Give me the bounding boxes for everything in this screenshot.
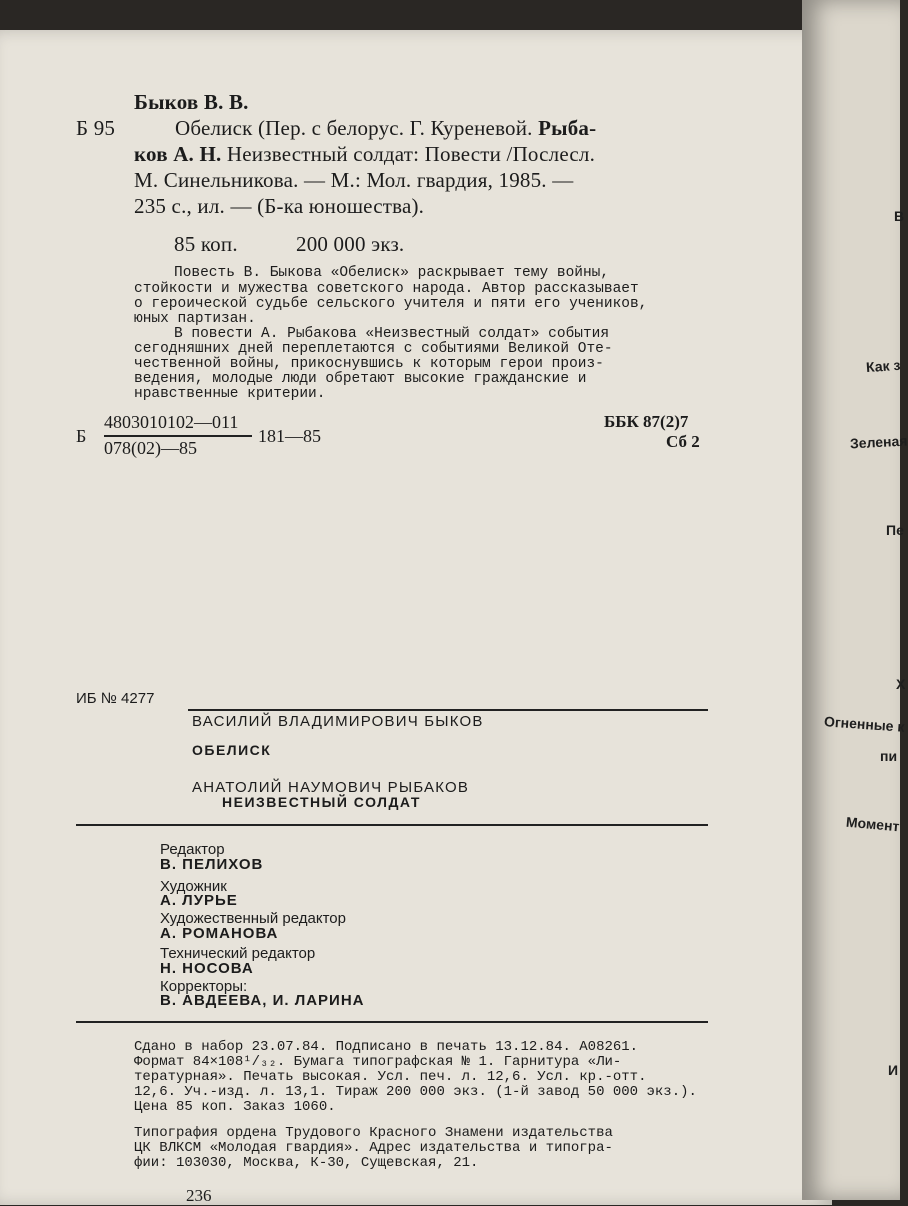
credit-name: В. АВДЕЕВА, И. ЛАРИНА bbox=[160, 992, 365, 1009]
credit-role: Корректоры: bbox=[160, 978, 248, 995]
adjacent-page-fragment: И bbox=[888, 1062, 899, 1078]
work-title-2: НЕИЗВЕСТНЫЙ СОЛДАТ bbox=[222, 794, 421, 810]
work-author-1: ВАСИЛИЙ ВЛАДИМИРОВИЧ БЫКОВ bbox=[192, 713, 484, 730]
adjacent-page-fragment: Х bbox=[896, 676, 906, 692]
credit-name: Н. НОСОВА bbox=[160, 960, 254, 977]
adjacent-page-fragment: Пе bbox=[886, 522, 904, 538]
catalog-entry-line-4: 235 с., ил. — (Б-ка юношества). bbox=[134, 194, 425, 218]
middle-rule bbox=[76, 824, 708, 826]
adjacent-page-edge bbox=[802, 0, 908, 1200]
bbk-code: ББК 87(2)7 bbox=[604, 412, 689, 431]
adjacent-page-fragment: Момент bbox=[845, 813, 901, 835]
credit-name: А. ЛУРЬЕ bbox=[160, 892, 238, 909]
imprint-line: тературная». Печать высокая. Усл. печ. л. 12,6. Усл. кр.-отт. bbox=[134, 1069, 647, 1085]
annotation-line: юных партизан. bbox=[134, 311, 256, 327]
work-title-1: ОБЕЛИСК bbox=[192, 742, 272, 758]
imprint-line: 12,6. Уч.-изд. л. 13,1. Тираж 200 000 экз. (1-й завод 50 000 экз.). bbox=[134, 1084, 697, 1100]
credit-name: В. ПЕЛИХОВ bbox=[160, 856, 264, 873]
index-letter: Б bbox=[76, 426, 87, 446]
adjacent-page-fragment: В bbox=[894, 208, 905, 224]
catalog-entry-line-1: Обелиск (Пер. с белорус. Г. Куреневой. Рыба- bbox=[175, 116, 597, 140]
catalog-print-run: 200 000 экз. bbox=[296, 232, 405, 256]
sb-code: Сб 2 bbox=[666, 432, 700, 451]
top-rule bbox=[188, 709, 708, 711]
annotation-line: В повести А. Рыбакова «Неизвестный солдат» события bbox=[174, 326, 610, 342]
printer-line: Типография ордена Трудового Красного Знамени издательства bbox=[134, 1125, 613, 1141]
annotation-line: ведения, молодые люди обретают высокие гражданские и bbox=[134, 371, 587, 387]
annotation-line: нравственные критерии. bbox=[134, 386, 326, 402]
credit-role: Редактор bbox=[160, 841, 225, 858]
annotation-line: сегодняшних дней переплетаются с событиями Великой Оте- bbox=[134, 341, 613, 357]
credit-role: Технический редактор bbox=[160, 945, 316, 962]
catalog-entry-line-2: ков А. Н. Неизвестный солдат: Повести /Послесл. bbox=[134, 142, 596, 166]
catalog-price: 85 коп. bbox=[174, 232, 238, 256]
imprint-line: Цена 85 коп. Заказ 1060. bbox=[134, 1099, 336, 1115]
credit-name: А. РОМАНОВА bbox=[160, 925, 279, 942]
credit-role: Художник bbox=[160, 878, 227, 895]
annotation-line: о героической судьбе сельского учителя и пяти его учеников, bbox=[134, 296, 648, 312]
catalog-code: Б 95 bbox=[76, 116, 116, 140]
fraction-rule bbox=[104, 435, 252, 437]
index-numerator: 4803010102—011 bbox=[104, 412, 239, 432]
adjacent-page-fragment: пи bbox=[880, 748, 898, 764]
annotation-line: чественной войны, прикоснувшись к которым герои произ- bbox=[134, 356, 604, 372]
index-denominator: 078(02)—85 bbox=[104, 438, 197, 458]
credit-role: Художественный редактор bbox=[160, 910, 346, 927]
imprint-line: Формат 84×108¹/₃₂. Бумага типографская № 1. Гарнитура «Ли- bbox=[134, 1054, 622, 1070]
bottom-rule bbox=[76, 1021, 708, 1023]
imprint-line: Сдано в набор 23.07.84. Подписано в печать 13.12.84. А08261. bbox=[134, 1039, 639, 1055]
catalog-entry-line-3: М. Синельникова. — М.: Мол. гвардия, 1985. — bbox=[134, 168, 574, 192]
annotation-line: стойкости и мужества советского народа. Автор рассказывает bbox=[134, 281, 639, 297]
adjacent-page-fragment: Зеленая bbox=[849, 432, 908, 452]
printer-line: фии: 103030, Москва, К-30, Сущевская, 21. bbox=[134, 1155, 479, 1171]
ib-number: ИБ № 4277 bbox=[76, 690, 155, 707]
catalog-author-heading: Быков В. В. bbox=[134, 90, 249, 114]
work-author-2: АНАТОЛИЙ НАУМОВИЧ РЫБАКОВ bbox=[192, 779, 470, 796]
index-suffix: 181—85 bbox=[258, 426, 321, 446]
adjacent-page-fragment: Как з bbox=[865, 356, 901, 376]
adjacent-page-fragment: Огненные к bbox=[823, 713, 905, 735]
page-number: 236 bbox=[186, 1186, 212, 1205]
annotation-line: Повесть В. Быкова «Обелиск» раскрывает тему войны, bbox=[174, 265, 610, 281]
printer-line: ЦК ВЛКСМ «Молодая гвардия». Адрес издательства и типогра- bbox=[134, 1140, 613, 1156]
